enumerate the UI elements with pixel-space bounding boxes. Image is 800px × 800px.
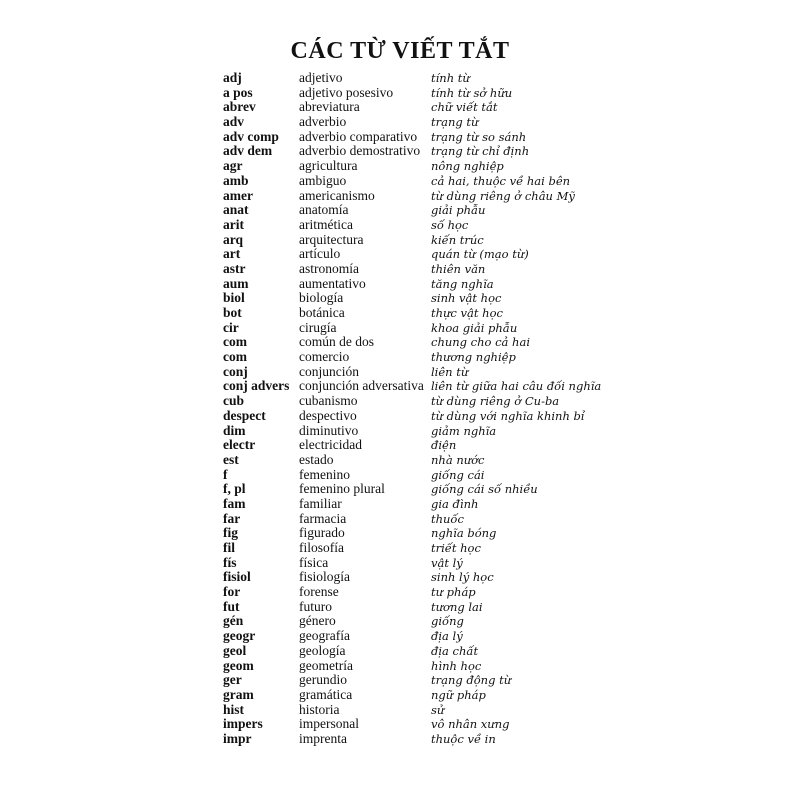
abbreviation: fut [223,598,240,614]
abbreviation: conj advers [223,378,290,394]
list-item [223,379,783,394]
abbreviation: for [223,584,241,600]
spanish-term: aritmética [299,216,353,232]
abbreviation: far [223,510,241,526]
vietnamese-meaning: giống cái số nhiều [431,482,538,497]
spanish-term: ambiguo [299,172,347,188]
abbreviation: aum [223,275,249,291]
vietnamese-meaning: từ dùng riêng ở châu Mỹ [431,188,575,203]
abbreviation: gram [223,686,254,702]
vietnamese-meaning: sử [431,702,445,717]
list-item [223,438,783,453]
abbreviation: despect [223,407,266,423]
spanish-term: femenino plural [299,481,385,497]
list-item [223,424,783,439]
spanish-term: astronomía [299,260,359,276]
abbreviation: com [223,334,247,350]
vietnamese-meaning: ngữ pháp [431,687,486,702]
list-item [223,688,783,703]
spanish-term: femenino [299,466,350,482]
spanish-term: abreviatura [299,99,360,115]
list-item [223,585,783,600]
spanish-term: comercio [299,349,350,365]
abbreviation: art [223,246,241,262]
list-item [223,512,783,527]
list-item [223,86,783,101]
list-item [223,394,783,409]
vietnamese-meaning: tính từ [431,71,470,85]
abbreviation: fil [223,540,235,555]
spanish-term: farmacia [299,510,347,526]
vietnamese-meaning: thực vật học [431,306,503,320]
vietnamese-meaning: nông nghiệp [431,159,504,174]
abbreviation: electr [223,437,256,453]
list-item [223,203,783,218]
list-item [223,233,783,248]
spanish-term: electricidad [299,437,362,453]
spanish-term: común de dos [299,334,374,350]
abbreviation: f [223,466,228,482]
spanish-term: geografía [299,628,350,644]
list-item [223,218,783,233]
vietnamese-meaning: giống cái [431,467,485,482]
list-item [223,526,783,541]
list-item [223,468,783,483]
abbreviation: arit [223,216,244,232]
spanish-term: adverbio comparativo [299,128,418,144]
spanish-term: cubanismo [299,393,358,409]
abbreviation: geol [223,642,247,658]
list-item [223,717,783,732]
vietnamese-meaning: kiến trúc [431,232,484,247]
vietnamese-meaning: thuốc [431,511,464,526]
vietnamese-meaning: vô nhân xưng [431,717,510,732]
spanish-term: anatomía [299,202,349,218]
vietnamese-meaning: giống [431,614,464,629]
list-item [223,321,783,336]
vietnamese-meaning: tư pháp [431,585,476,600]
abbreviation: fisiol [223,569,251,585]
spanish-term: aumentativo [299,275,366,291]
list-item [223,262,783,277]
spanish-term: fisiología [299,569,350,585]
list-item [223,189,783,204]
vietnamese-meaning: trạng từ chỉ định [431,144,530,159]
vietnamese-meaning: trạng từ so sánh [431,129,527,144]
vietnamese-meaning: thương nghiệp [431,350,516,365]
spanish-term: conjunción adversativa [299,378,424,394]
vietnamese-meaning: nhà nước [431,452,485,467]
spanish-term: americanismo [299,187,375,203]
spanish-term: botánica [299,305,345,320]
list-item [223,659,783,674]
spanish-term: arquitectura [299,231,364,247]
list-item [223,306,783,321]
abbreviation: hist [223,701,245,717]
list-item [223,629,783,644]
abbreviation: arq [223,231,244,247]
list-item [223,277,783,292]
spanish-term: geometría [299,657,353,673]
vietnamese-meaning: trạng động từ [431,673,512,688]
spanish-term: estado [299,451,334,467]
abbreviation: gén [223,613,244,629]
vietnamese-meaning: cả hai, thuộc về hai bên [431,173,571,188]
vietnamese-meaning: tăng nghĩa [431,276,494,291]
abbreviation: fig [223,525,238,541]
spanish-term: diminutivo [299,422,359,438]
list-item [223,335,783,350]
spanish-term: gramática [299,686,353,702]
abbreviation: dim [223,422,246,438]
list-item [223,159,783,174]
abbreviation: a pos [223,84,253,100]
abbreviation: est [223,451,239,467]
spanish-term: despectivo [299,407,357,423]
abbreviation: f, pl [223,481,246,497]
vietnamese-meaning: địa chất [431,643,479,658]
vietnamese-meaning: giảm nghĩa [431,423,497,438]
list-item [223,365,783,380]
abbreviation: anat [223,202,249,218]
list-item [223,350,783,365]
abbreviation: astr [223,260,246,276]
list-item [223,541,783,556]
spanish-term: conjunción [299,363,359,379]
list-item [223,174,783,189]
vietnamese-meaning: trạng từ [431,115,479,130]
vietnamese-meaning: thuộc về in [431,731,496,746]
abbreviation: fam [223,495,246,511]
vietnamese-meaning: chung cho cả hai [431,335,530,350]
vietnamese-meaning: quán từ (mạo từ) [431,247,529,262]
abbreviation: adj [223,70,242,85]
list-item [223,570,783,585]
list-item [223,409,783,424]
list-item [223,673,783,688]
abbreviation: adv comp [223,128,279,144]
abbreviation: ger [223,672,242,688]
vietnamese-meaning: gia đình [431,496,479,511]
spanish-term: cirugía [299,319,337,335]
vietnamese-meaning: từ dùng với nghĩa khinh bỉ [431,408,585,423]
vietnamese-meaning: khoa giải phẫu [431,320,518,335]
vietnamese-meaning: liên từ [431,364,469,379]
spanish-term: adjetivo [299,70,343,85]
vietnamese-meaning: thiên văn [431,261,486,276]
list-item [223,453,783,468]
spanish-term: adverbio demostrativo [299,143,421,159]
vietnamese-meaning: triết học [431,541,481,555]
list-item [223,115,783,130]
vietnamese-meaning: liên từ giữa hai câu đối nghĩa [431,379,602,394]
vietnamese-meaning: điện [431,438,457,453]
abbreviation: adv dem [223,143,273,159]
list-item [223,247,783,262]
spanish-term: geología [299,642,346,658]
list-item [223,482,783,497]
list-item [223,71,783,86]
spanish-term: futuro [299,598,332,614]
vietnamese-meaning: sinh lý học [431,570,494,585]
spanish-term: filosofía [299,540,344,555]
abbreviation: impers [223,716,263,732]
list-item [223,614,783,629]
vietnamese-meaning: tính từ sở hữu [431,85,513,100]
spanish-term: artículo [299,246,341,262]
abbreviation: amb [223,172,249,188]
vietnamese-meaning: tương lai [431,599,483,614]
list-item [223,644,783,659]
abbreviation: amer [223,187,253,203]
list-item [223,130,783,145]
spanish-term: biología [299,290,344,306]
spanish-term: familiar [299,495,342,511]
spanish-term: física [299,554,329,570]
abbreviation: impr [223,730,252,746]
spanish-term: gerundio [299,672,347,688]
abbreviation-list [223,71,783,747]
list-item [223,732,783,747]
abbreviation: cir [223,319,239,335]
spanish-term: imprenta [299,730,347,746]
spanish-term: historia [299,701,340,717]
vietnamese-meaning: số học [431,217,469,232]
abbreviation: com [223,349,247,365]
abbreviation: agr [223,158,243,174]
spanish-term: adverbio [299,114,347,130]
vietnamese-meaning: nghĩa bóng [431,526,497,541]
vietnamese-meaning: địa lý [431,629,463,644]
list-item [223,703,783,718]
vietnamese-meaning: vật lý [431,555,463,570]
list-item [223,291,783,306]
abbreviation: biol [223,290,245,306]
vietnamese-meaning: hình học [431,658,482,673]
vietnamese-meaning: chữ viết tắt [431,100,498,115]
list-item [223,144,783,159]
abbreviation: abrev [223,99,256,115]
spanish-term: impersonal [299,716,359,732]
abbreviation: geom [223,657,254,673]
list-item [223,556,783,571]
vietnamese-meaning: giải phẫu [431,203,486,218]
abbreviation: bot [223,305,242,320]
abbreviation: geogr [223,628,256,644]
page-title: CÁC TỪ VIẾT TẮT [290,38,510,64]
spanish-term: forense [299,584,339,600]
vietnamese-meaning: sinh vật học [431,291,502,306]
list-item [223,497,783,512]
list-item [223,600,783,615]
vietnamese-meaning: từ dùng riêng ở Cu-ba [431,394,560,409]
spanish-term: agricultura [299,158,358,174]
spanish-term: adjetivo posesivo [299,84,394,100]
abbreviation: adv [223,114,245,130]
abbreviation: fís [223,554,237,570]
spanish-term: figurado [299,525,345,541]
list-item [223,100,783,115]
spanish-term: género [299,613,336,629]
abbreviation: conj [223,363,248,379]
abbreviation: cub [223,393,245,409]
